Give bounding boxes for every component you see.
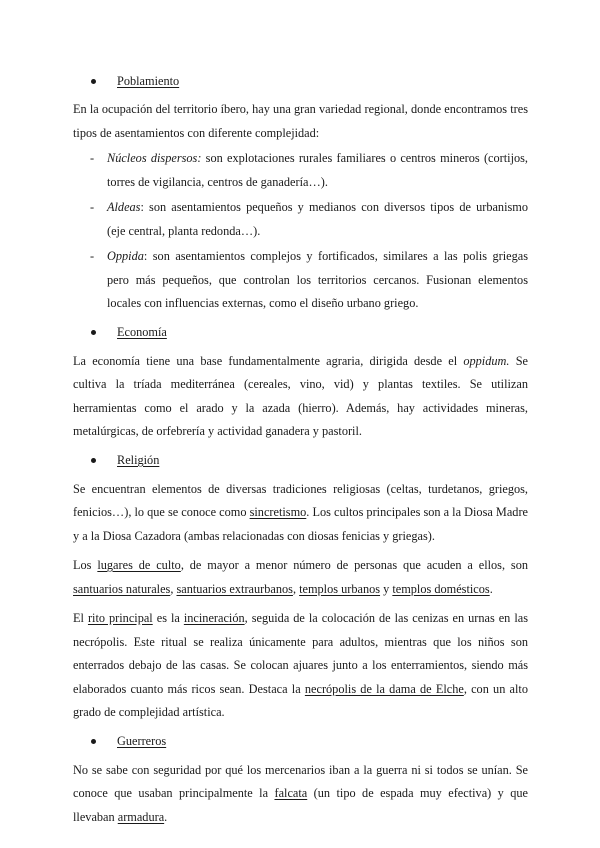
section-heading-economia: Economía <box>91 322 528 344</box>
list-item: - Aldeas: son asentamientos pequeños y medianos con diversos tipos de urbanismo (eje central, planta redonda…). <box>90 200 528 238</box>
paragraph-religion-sincretismo: Se encuentran elementos de diversas tradiciones religiosas (celtas, turdetanos, griegos, fenicios…), lo que se conoce como sincretismo. Los cultos principales son a la Diosa Madre y a la Diosa Cazadora (ambas relacionadas con diosas fenicias y griegas). <box>73 481 528 543</box>
bullet-icon <box>91 739 96 744</box>
list-item: - Oppida: son asentamientos complejos y fortificados, similares a las polis griegas pero más pequeños, que controlan los territorios cercanos. Fusionan elementos locales con influencias externas, como el diseño urbano griego. <box>90 249 528 310</box>
section-heading-guerreros: Guerreros <box>91 731 528 753</box>
paragraph-economia: La economía tiene una base fundamentalmente agraria, dirigida desde el oppidum. Se cultiva la tríada mediterránea (cereales, vino, vid) y plantas textiles. Se utilizan herramientas como el arado y la azada (hierro). Además, hay actividades mineras, metalúrgicas, de orfebrería y actividad ganadera y pastoril. <box>73 353 529 438</box>
section-heading-poblamiento: Poblamiento <box>91 70 528 92</box>
bullet-icon <box>91 458 96 463</box>
paragraph-religion-rito: El rito principal es la incineración, seguida de la colocación de las cenizas en urnas en las necrópolis. Este ritual se realiza únicamente para adultos, mientras que los niños son enterrados debajo de las casas. Se colocan ajuares junto a los enterramientos, siendo más elaborados cuanto más ricos sean. Destaca la necrópolis de la dama de Elche, con un alto grado de complejidad artística. <box>73 611 528 719</box>
paragraph-guerreros: No se sabe con seguridad por qué los mercenarios iban a la guerra ni si todos se unían. Se conoce que usaban principalmente la falcata (un tipo de espada muy efectiva) y que llevaban armadura. <box>73 762 529 824</box>
paragraph-religion-lugares: Los lugares de culto, de mayor a menor número de personas que acuden a ellos, son santuarios naturales, santuarios extraurbanos, templos urbanos y templos domésticos. <box>73 558 529 596</box>
bullet-icon <box>91 330 96 335</box>
bullet-icon <box>91 79 96 84</box>
section-heading-religion: Religión <box>91 450 528 472</box>
settlement-list <box>73 147 528 316</box>
list-item: - Núcleos dispersos: son explotaciones rurales familiares o centros mineros (cortijos, torres de vigilancia, centros de ganadería…). <box>90 151 529 189</box>
paragraph-poblamiento-intro: En la ocupación del territorio íbero, hay una gran variedad regional, donde encontramos tres tipos de asentamientos con diferente complejidad: <box>73 102 528 140</box>
